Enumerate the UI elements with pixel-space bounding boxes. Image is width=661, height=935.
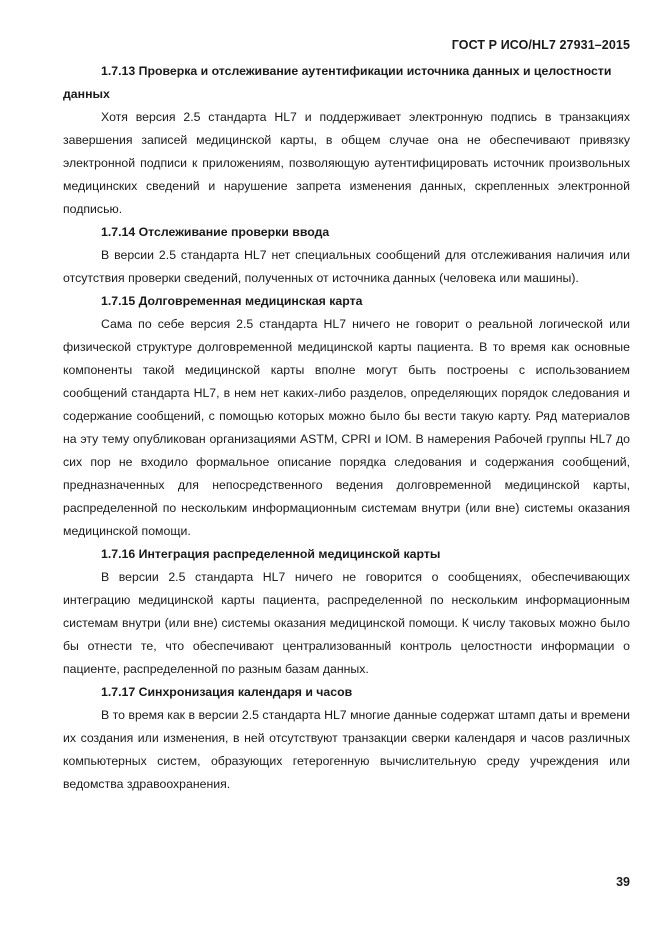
section-heading: 1.7.14 Отслеживание проверки ввода (101, 225, 330, 239)
paragraph: В версии 2.5 стандарта HL7 ничего не говорится о сообщениях, обеспечивающих интеграцию медицинской карты пациента, распределенной по нескольким информационным системам внутри (или вне) системы оказания медицинской помощи. К числу таковых можно было бы отнести те, что обеспечивают централизованный контроль целостности информации о пациенте, распределенной по разным базам данных. (63, 570, 630, 676)
section-heading: 1.7.17 Синхронизация календаря и часов (101, 685, 353, 699)
section-1-7-15 (63, 290, 630, 543)
section-heading: 1.7.13 Проверка и отслеживание аутентификации источника данных и целостности данных (63, 64, 612, 101)
paragraph: Хотя версия 2.5 стандарта HL7 и поддерживает электронную подпись в транзакциях завершения записей медицинской карты, в общем случае она не обеспечивают привязку электронной подписи к приложениям, позволяющую аутентифицировать источник произвольных медицинских сведений и нарушение запрета изменения данных, скрепленных электронной подписью. (63, 110, 630, 216)
section-1-7-13 (63, 60, 630, 221)
section-1-7-17 (63, 681, 630, 796)
paragraph: В версии 2.5 стандарта HL7 нет специальных сообщений для отслеживания наличия или отсутствия проверки сведений, полученных от источника данных (человека или машины). (63, 248, 630, 285)
paragraph: В то время как в версии 2.5 стандарта HL7 многие данные содержат штамп даты и времени их создания или изменения, в ней отсутствуют транзакции сверки календаря и часов различных компьютерных систем, образующих гетерогенную вычислительную среду учреждения или ведомства здравоохранения. (63, 708, 630, 791)
section-1-7-14 (63, 221, 630, 290)
page-number: 39 (616, 875, 630, 889)
page-content (63, 60, 630, 796)
section-1-7-16 (63, 543, 630, 681)
document-header: ГОСТ Р ИСО/HL7 27931–2015 (451, 38, 630, 52)
paragraph: Сама по себе версия 2.5 стандарта HL7 ничего не говорит о реальной логической или физической структуре долговременной медицинской карты пациента. В то время как основные компоненты такой медицинской карты вполне могут быть построены с использованием сообщений стандарта HL7, в нем нет каких-либо разделов, определяющих порядок следования и содержание сообщений, с помощью которых можно было бы вести такую карту. Ряд материалов на эту тему опубликован организациями ASTM, CPRI и IOM. В намерения Рабочей группы HL7 до сих пор не входило формальное описание порядка следования и содержания сообщений, предназначенных для непосредственного ведения долговременной медицинской карты, распределенной по нескольким информационным системам внутри (или вне) системы оказания медицинской помощи. (63, 317, 630, 538)
section-heading: 1.7.15 Долговременная медицинская карта (101, 294, 363, 308)
section-heading: 1.7.16 Интеграция распределенной медицинской карты (101, 547, 441, 561)
